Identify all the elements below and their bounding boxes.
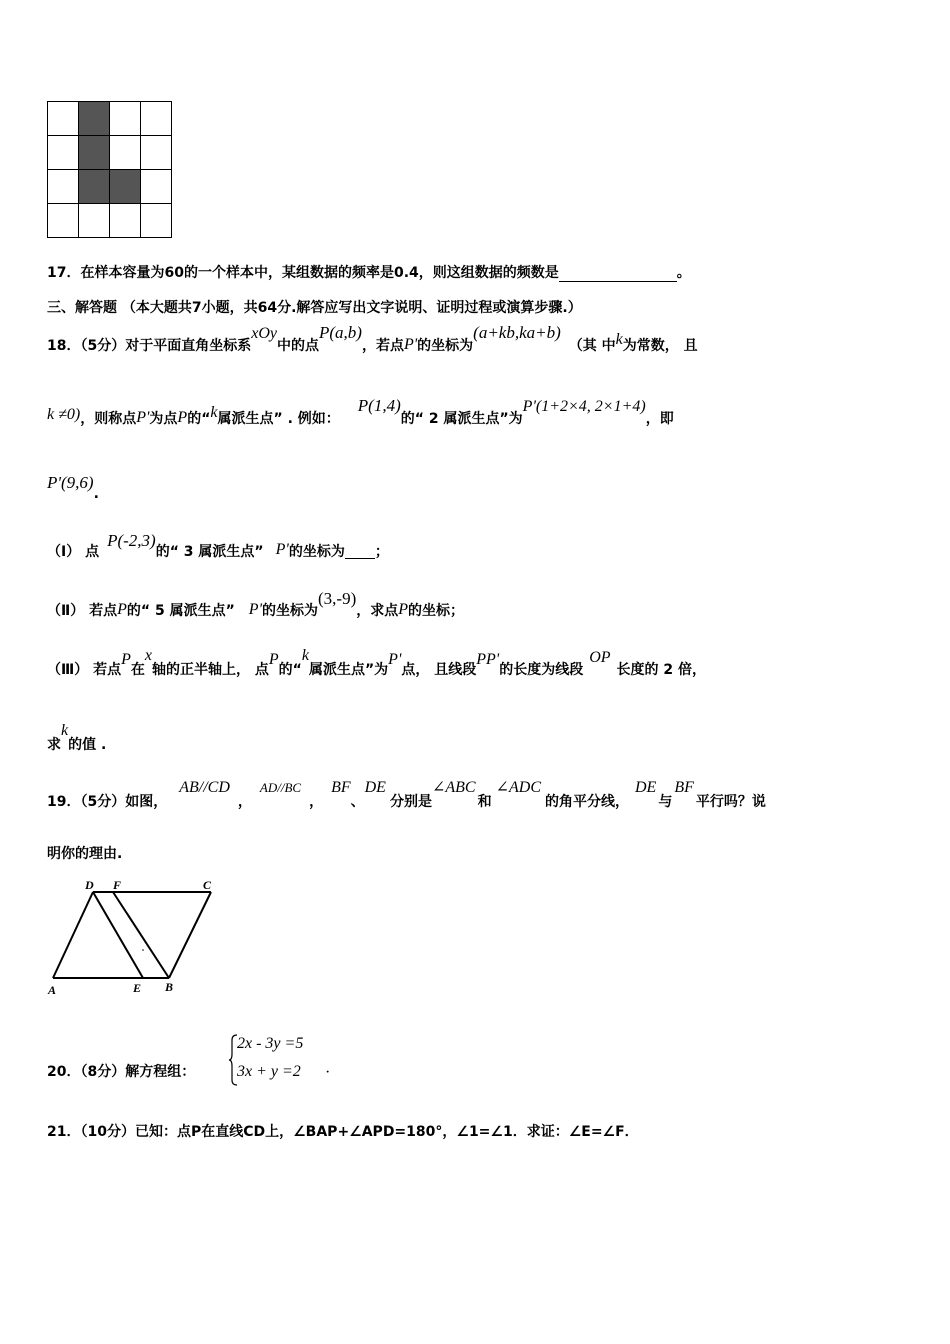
- q18-text: （其 中: [568, 338, 616, 354]
- q19-text: 、: [350, 794, 365, 810]
- grid-cell-filled: [79, 170, 110, 204]
- grid-cell-empty: [141, 170, 172, 204]
- label-b: B: [165, 980, 174, 994]
- question-17: [47, 262, 691, 282]
- q19-text: ，: [237, 794, 252, 810]
- q18-i-end: ；: [374, 544, 389, 560]
- q18-ii-p: P: [117, 601, 127, 618]
- q18-iv-text: 的值 .: [68, 737, 107, 753]
- q18-ii-text: ，求点: [356, 603, 399, 619]
- q19-text: 和: [477, 794, 492, 810]
- q18-pab: P(a,b): [319, 323, 362, 342]
- q18-k: k: [210, 404, 218, 421]
- q18-iii-text: 长度的 2 倍，: [616, 662, 707, 678]
- q18-iii-text: （Ⅲ） 若点: [47, 662, 122, 678]
- q18-iii-pprime: P': [388, 651, 402, 668]
- grid-row: [48, 102, 172, 136]
- q19-angle-adc: ∠ADC: [495, 779, 541, 796]
- section-3-header: 三、解答题 （本大题共7小题，共64分.解答应写出文字说明、证明过程或演算步骤.）: [47, 300, 582, 316]
- q18-k: k: [615, 331, 623, 348]
- q18-text: 属派生点” . 例如：: [217, 411, 340, 427]
- question-19: [47, 777, 766, 813]
- segment-cb: [169, 892, 211, 978]
- q18-ii-text: （Ⅱ） 若点: [47, 603, 118, 619]
- q18-i-blank: [345, 558, 375, 559]
- q18-line-1: [47, 323, 698, 363]
- q18-iii-text: 的“: [278, 662, 302, 678]
- q18-text: ，即: [645, 411, 674, 427]
- q18-iv-k: k: [61, 722, 69, 739]
- q18-i-pprime: P': [275, 541, 289, 558]
- parallelogram-figure: [45, 880, 225, 998]
- grid-cell-empty: [110, 204, 141, 238]
- q19-bf: BF: [674, 779, 694, 796]
- q18-text: 的“ 2 属派生点”为: [400, 411, 523, 427]
- q18-text: 的坐标为: [417, 338, 474, 354]
- grid-cell-empty: [79, 204, 110, 238]
- label-d: D: [85, 880, 94, 892]
- grid-cell-empty: [141, 102, 172, 136]
- label-c: C: [203, 880, 212, 892]
- q18-p96: P'(9,6): [47, 473, 94, 492]
- q19-line-2: 明你的理由.: [47, 846, 123, 862]
- q18-pprime: P': [136, 409, 150, 426]
- segment-de: [93, 892, 143, 978]
- q18-coord-formula: (a+kb,ka+b): [473, 323, 561, 342]
- q19-text: 的角平分线，: [544, 794, 629, 810]
- segment-fb: [113, 892, 169, 978]
- q18-iii-text: 的长度为线段: [499, 662, 584, 678]
- q19-de: DE: [634, 779, 657, 796]
- q18-i-text: （Ⅰ） 点: [47, 544, 100, 560]
- q18-xoy: xOy: [251, 325, 277, 342]
- grid-cell-empty: [48, 102, 79, 136]
- segment-ad: [53, 892, 93, 978]
- q18-iii-text: 属派生点”为: [308, 662, 389, 678]
- q17-text: 17．在样本容量为60的一个样本中，某组数据的频率是0.4，则这组数据的频数是: [47, 265, 559, 281]
- q18-part-1: [47, 531, 389, 565]
- q19-ab-cd: AB//CD: [179, 779, 230, 796]
- q19-text: 平行吗？说: [695, 794, 766, 810]
- q17-end: 。: [676, 265, 691, 281]
- q20-label: 20．（8分）解方程组：: [47, 1064, 196, 1080]
- q18-text: ，若点: [361, 338, 404, 354]
- q20-equation-1: 2x - 3y =5: [237, 1035, 304, 1052]
- q19-angle-abc: ∠ABC: [431, 779, 476, 796]
- q19-text: ，: [309, 794, 324, 810]
- grid-figure: [47, 101, 172, 238]
- q18-ii-pprime: P': [248, 601, 262, 618]
- label-e: E: [133, 981, 142, 995]
- q18-part-3-end: [47, 720, 106, 754]
- q20-dot: ·: [325, 1064, 331, 1081]
- q18-intro: 18．（5分）对于平面直角坐标系: [47, 338, 252, 354]
- q19-bf: BF: [331, 779, 351, 796]
- q18-text: 为点: [149, 411, 178, 427]
- q17-blank: [559, 281, 677, 282]
- grid-cell-empty: [110, 102, 141, 136]
- q19-text: 与: [658, 794, 673, 810]
- q18-ii-text: 的坐标；: [408, 603, 465, 619]
- q18-text: 中的点: [277, 338, 319, 354]
- grid-cell-empty: [141, 204, 172, 238]
- label-a: A: [48, 983, 57, 997]
- grid-cell-filled: [110, 170, 141, 204]
- q18-part-2: [47, 589, 464, 623]
- q20-equation-2: 3x + y =2: [237, 1063, 301, 1080]
- q18-pprime: P': [403, 336, 418, 353]
- q18-iv-text: 求: [47, 737, 61, 753]
- q18-ii-text: 的坐标为: [262, 603, 318, 619]
- q18-ii-p: P: [398, 601, 409, 618]
- q18-i-text: 的坐标为: [288, 544, 345, 560]
- q19-de: DE: [364, 779, 386, 796]
- q18-part-3: [47, 645, 706, 681]
- q19-text: 分别是: [389, 794, 432, 810]
- grid-cell-filled: [79, 136, 110, 170]
- q18-i-text: 的“ 3 属派生点”: [155, 544, 264, 560]
- grid-row: [48, 136, 172, 170]
- q18-iii-text: 轴的正半轴上， 点: [152, 662, 269, 678]
- q19-ad-bc: AD//BC: [259, 780, 302, 795]
- q18-p14: P(1,4): [357, 396, 401, 415]
- q18-i-point: P(-2,3): [107, 531, 156, 550]
- q18-iii-x: x: [144, 647, 152, 664]
- q18-example-calc: P'(1+2×4, 2×1+4): [522, 398, 646, 415]
- grid-row: [48, 204, 172, 238]
- grid-cell-empty: [48, 136, 79, 170]
- q18-iii-p: P: [268, 651, 279, 668]
- grid-row: [48, 170, 172, 204]
- q18-line-3: [47, 469, 99, 503]
- q18-iii-p: P: [121, 651, 131, 668]
- q18-dot: .: [93, 486, 99, 502]
- q18-iii-k: k: [301, 647, 309, 664]
- q18-ii-text: 的“ 5 属派生点”: [126, 603, 235, 619]
- question-21: 21．（10分）已知：点P在直线CD上，∠BAP+∠APD=180°，∠1=∠1．求证：∠E=∠F．: [47, 1124, 639, 1140]
- grid-cell-empty: [48, 204, 79, 238]
- q18-ii-coord: (3,-9): [318, 589, 357, 608]
- grid-cell-filled: [79, 102, 110, 136]
- grid-cell-empty: [48, 170, 79, 204]
- q18-iii-text: 点， 且线段: [401, 662, 477, 678]
- q18-k-neq-0: k ≠0): [47, 406, 81, 423]
- q18-line-2: [47, 396, 674, 436]
- q18-iii-ppprime: PP': [476, 651, 500, 668]
- grid-cell-empty: [110, 136, 141, 170]
- q18-text: 为常数， 且: [622, 338, 698, 354]
- q19-text: 19．（5分）如图，: [47, 794, 168, 810]
- q18-text: ，则称点: [80, 411, 137, 427]
- q18-text: 的“: [187, 411, 211, 427]
- q18-iii-text: 在: [130, 662, 145, 678]
- label-f: F: [113, 880, 122, 892]
- q18-iii-op: OP: [589, 649, 611, 666]
- q18-p: P: [177, 409, 188, 426]
- figure-dot: [142, 949, 144, 951]
- grid-cell-empty: [141, 136, 172, 170]
